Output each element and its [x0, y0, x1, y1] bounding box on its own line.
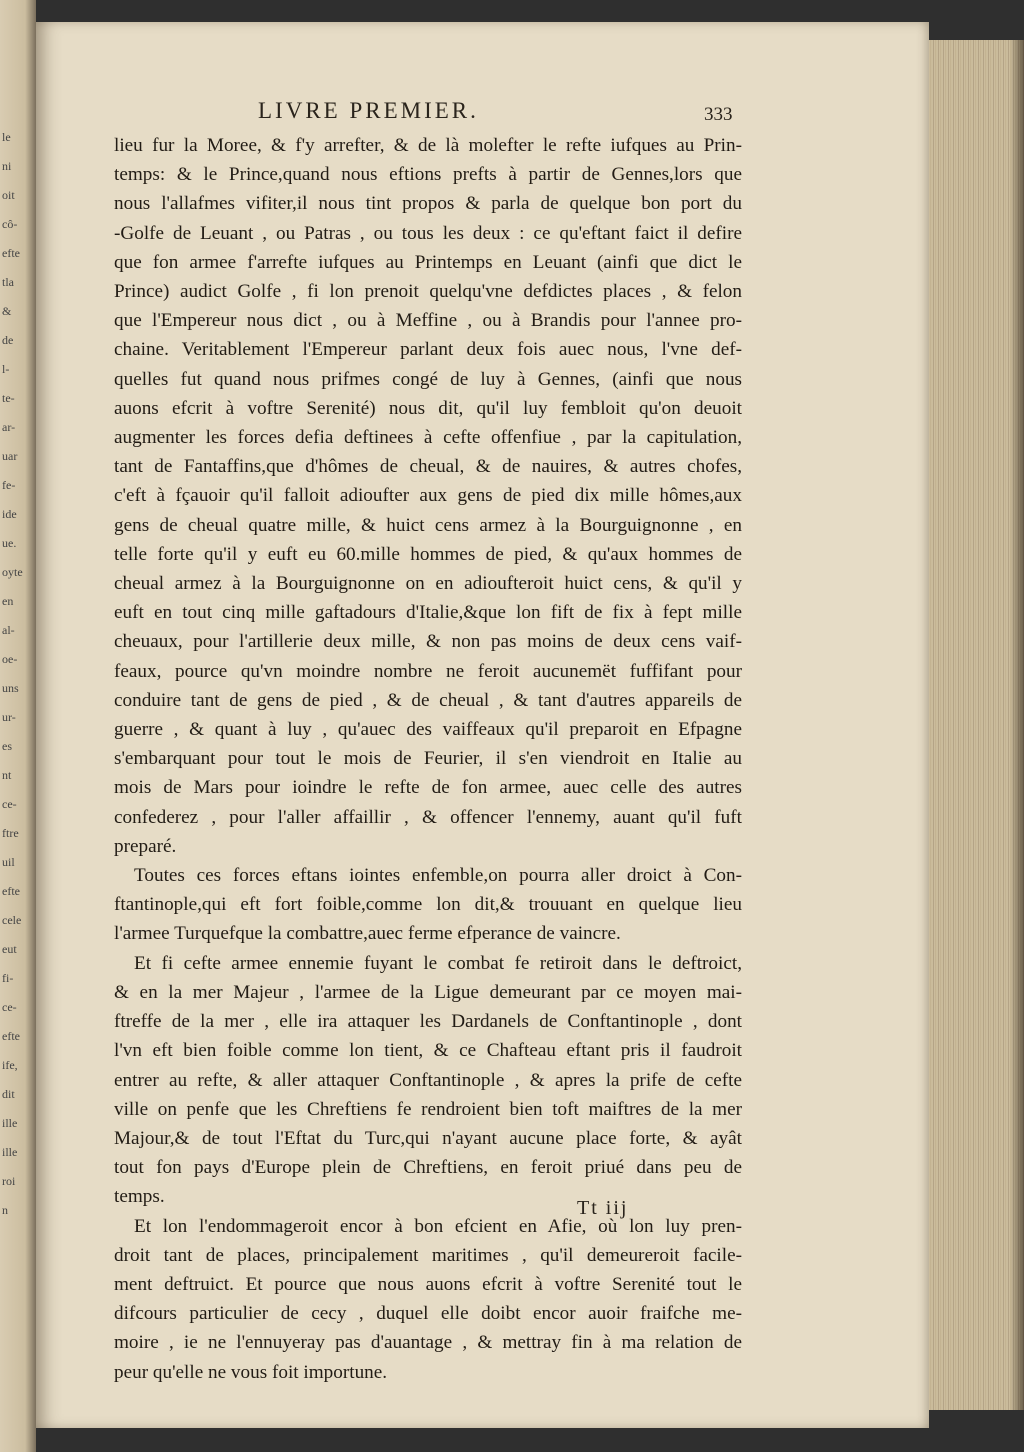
text-line: guerre , & quant à luy , qu'auec des vaiffeaux qu'il preparoit en Efpagne	[114, 719, 742, 741]
facing-page-fragment: ide	[2, 507, 17, 521]
text-line: que fon armee f'arrefte iufques au Printemps en Leuant (ainfi que dict le	[114, 251, 742, 273]
text-line: difcours particulier de cecy , duquel elle doibt encor auoir fraifche me-	[114, 1303, 742, 1325]
facing-page-fragment: le	[2, 130, 11, 144]
text-line: ftantinople,qui eft fort foible,comme lon dit,& trouuant en quelque lieu	[114, 894, 742, 916]
text-line: tant de Fantaffins,que d'hômes de cheual, & de nauires, & autres chofes,	[114, 456, 742, 478]
text-line: Et lon l'endommageroit encor à bon efcient en Afie, où lon luy pren-	[134, 1215, 742, 1237]
text-line: l'armee Turquefque la combattre,auec ferme efperance de vaincre.	[114, 923, 621, 945]
text-line: ment deftruict. Et pource que nous auons efcrit à voftre Serenité tout le	[114, 1273, 742, 1295]
facing-page-fragment: ue.	[2, 536, 17, 550]
text-line: cheuaux, pour l'artillerie deux mille, & non pas moins de deux cens vaif-	[114, 631, 742, 653]
text-line: auons efcrit à voftre Serenité) nous dit, qu'il luy fembloit qu'on deuoit	[114, 397, 742, 419]
facing-page-fragment: ce-	[2, 1000, 17, 1014]
text-line: s'embarquant pour tout le mois de Feurier, il s'en viendroit en Italie au	[114, 748, 742, 770]
facing-page-fragment: n	[2, 1203, 8, 1217]
text-line: nous l'allafmes vifiter,il nous tint propos & parla de quelque bon port du	[114, 193, 742, 215]
facing-page-fragment: te-	[2, 391, 15, 405]
facing-page-fragment: dit	[2, 1087, 15, 1101]
text-line: feaux, pource qu'vn moindre nombre ne feroit aucunemët fuffifant pour	[114, 660, 742, 682]
text-line: temps.	[114, 1186, 165, 1208]
text-line: tout fon pays d'Europe plein de Chreftiens, en feroit priué dans peu de	[114, 1157, 742, 1179]
text-line: conduire tant de gens de pied , & de cheual , & tant d'autres appareils de	[114, 689, 742, 711]
text-line: confederez , pour l'aller affaillir , & offencer l'ennemy, auant qu'il fuft	[114, 806, 742, 828]
facing-page-fragment: en	[2, 594, 14, 608]
text-line: mois de Mars pour ioindre le refte de fon armee, auec celle des autres	[114, 777, 742, 799]
facing-page-fragment: eut	[2, 942, 17, 956]
text-line: Toutes ces forces eftans iointes enfemble,on pourra aller droict à Con-	[134, 865, 742, 887]
text-line: cheual armez à la Bourguignonne on en adioufteroit huict cens, & qu'il y	[114, 573, 742, 595]
facing-page-fragment: ni	[2, 159, 12, 173]
text-line: & en la mer Majeur , l'armee de la Ligue demeurant par ce moyen mai-	[114, 981, 742, 1003]
facing-page-fragment: uar	[2, 449, 18, 463]
running-head: LIVRE PREMIER.	[258, 98, 479, 123]
text-line: Prince) audict Golfe , fi lon prenoit quelqu'vne defdictes places , & felon	[114, 281, 742, 303]
text-line: temps: & le Prince,quand nous eftions prefts à partir de Gennes,lors que	[114, 164, 742, 186]
facing-page-fragment: ille	[2, 1116, 18, 1130]
facing-page-fragment: oe-	[2, 652, 18, 666]
text-line: entrer au refte, & aller attaquer Conftantinople , & apres la prife de cefte	[114, 1069, 742, 1091]
facing-page-fragment: de	[2, 333, 14, 347]
page-stack-shadow	[1010, 40, 1024, 1410]
text-line: -Golfe de Leuant , ou Patras , ou tous les deux : ce qu'eftant faict il defire	[114, 222, 742, 244]
facing-page-fragment: ur-	[2, 710, 16, 724]
facing-page-fragment: efte	[2, 246, 20, 260]
facing-page-fragment: oit	[2, 188, 15, 202]
text-line: telle forte qu'il y euft eu 60.mille hommes de pied, & qu'aux hommes de	[114, 543, 742, 565]
text-line: preparé.	[114, 835, 177, 857]
facing-page-fragment: ce-	[2, 797, 17, 811]
text-line: moire , ie ne l'ennuyeray pas d'auantage , & mettray fin à ma relation de	[114, 1332, 742, 1354]
text-line: quelles fut quand nous prifmes congé de luy à Gennes, (ainfi que nous	[114, 368, 742, 390]
facing-page-fragment: cô-	[2, 217, 18, 231]
facing-page-fragment: efte	[2, 884, 20, 898]
text-line: Et fi cefte armee ennemie fuyant le combat fe retiroit dans le deftroict,	[134, 952, 742, 974]
text-line: peur qu'elle ne vous foit importune.	[114, 1361, 388, 1383]
text-line: euft en tout cinq mille gaftadours d'Italie,&que lon fift de fix à fept mille	[114, 602, 742, 624]
text-line: Majour,& de tout l'Eftat du Turc,qui n'ayant aucune place forte, & ayât	[114, 1127, 742, 1149]
facing-page-fragment: nt	[2, 768, 12, 782]
facing-page-fragment: uns	[2, 681, 19, 695]
facing-page-fragment: &	[2, 304, 12, 318]
facing-page-fragment: es	[2, 739, 12, 753]
text-line: augmenter les forces defia deftinees à cefte offenfiue , par la capitulation,	[114, 427, 742, 449]
text-line: ville on penfe que les Chreftiens fe rendroient bien toft maiftres de la mer	[114, 1098, 742, 1120]
text-line: lieu fur la Moree, & f'y arrefter, & de là molefter le refte iufques au Prin-	[114, 135, 742, 156]
facing-page-fragment: roi	[2, 1174, 16, 1188]
facing-page-fragment: tla	[2, 275, 14, 289]
facing-page-fragment: fe-	[2, 478, 16, 492]
signature-mark: Tt iij	[577, 1197, 629, 1219]
facing-page-fragment: oyte	[2, 565, 23, 579]
facing-page-edge	[0, 0, 36, 1452]
text-line: droit tant de places, principalement maritimes , qu'il demeureroit facile-	[114, 1244, 742, 1266]
facing-page-fragment: l-	[2, 362, 10, 376]
text-line: que l'Empereur nous dict , ou à Meffine , ou à Brandis pour l'annee pro-	[114, 310, 742, 332]
text-line: chaine. Veritablement l'Empereur parlant deux fois auec nous, l'vne def-	[114, 339, 742, 361]
facing-page-fragment: ille	[2, 1145, 18, 1159]
page-number: 333	[704, 104, 733, 125]
text-line: c'eft à fçauoir qu'il falloit adioufter aux gens de pied dix mille hômes,aux	[114, 485, 742, 507]
facing-page-fragment: ftre	[2, 826, 19, 840]
facing-page-fragment: ife,	[2, 1058, 18, 1072]
facing-page-fragment: cele	[2, 913, 22, 927]
text-line: l'vn eft bien foible comme lon tient, & ce Chafteau eftant pris il faudroit	[114, 1040, 742, 1062]
facing-page-fragment: efte	[2, 1029, 20, 1043]
text-line: ftreffe de la mer , elle ira attaquer les Dardanels de Conftantinople , dont	[114, 1011, 742, 1033]
facing-page-fragment: fi-	[2, 971, 14, 985]
facing-page-fragment: al-	[2, 623, 15, 637]
body-text	[114, 131, 742, 1387]
text-line: gens de cheual quatre mille, & huict cens armez à la Bourguignonne , en	[114, 514, 742, 536]
facing-page-fragment: ar-	[2, 420, 16, 434]
facing-page-fragment: uil	[2, 855, 15, 869]
